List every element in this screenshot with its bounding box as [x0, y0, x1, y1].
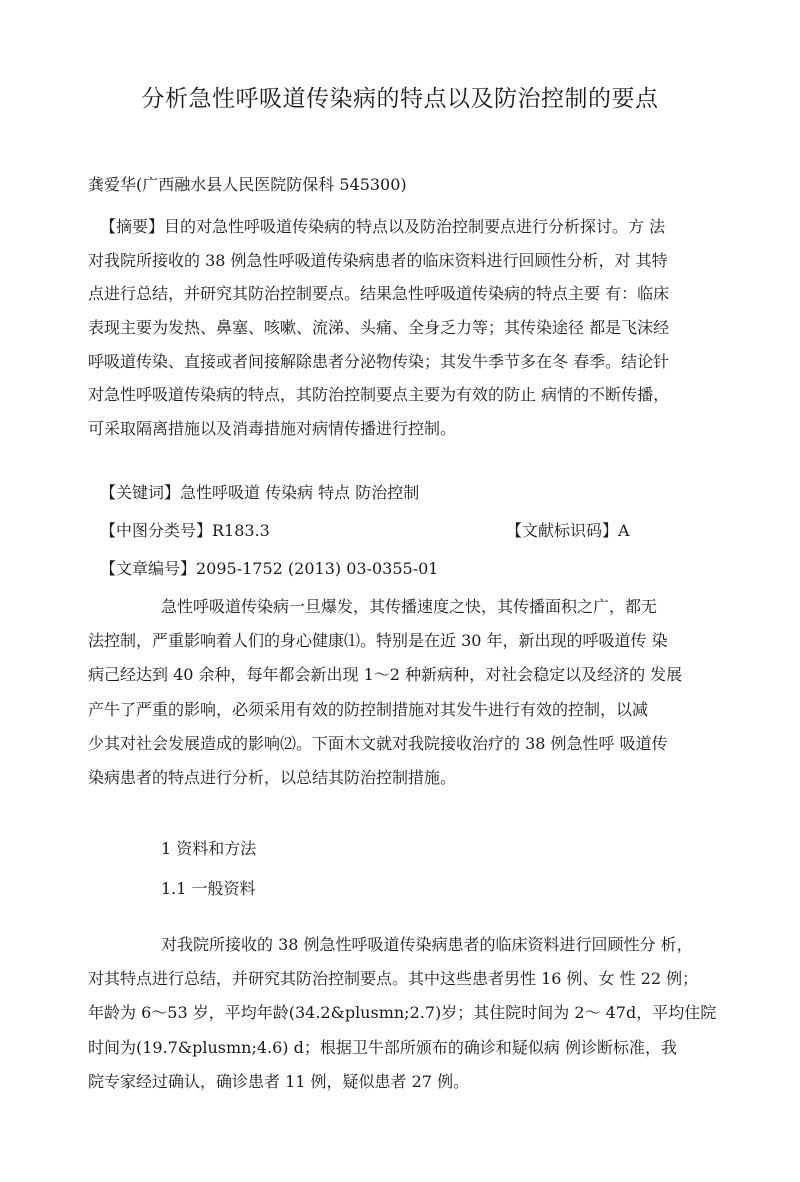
paragraph-line: 病己经达到 40 余种，每年都会新出现 1～2 种新病种，对社会稳定以及经济的 发展	[88, 665, 683, 685]
paragraph-line: 染病患者的特点进行分析，以总结其防治控制措施。	[88, 767, 457, 787]
abstract-line: 点进行总结，并研究其防治控制要点。结果急性呼吸道传染病的特点主要 有：临床	[88, 284, 670, 304]
paragraph-line: 急性呼吸道传染病一旦爆发，其传播速度之快，其传播面积之广，都无	[161, 597, 658, 616]
abstract-line: 【摘要】目的对急性呼吸道传染病的特点以及防治控制要点进行分析探讨。方 法	[100, 217, 666, 236]
paragraph-line: 对我院所接收的 38 例急性呼吸道传染病患者的临床资料进行回顾性分 析，	[161, 935, 693, 954]
paragraph-line: 少其对社会发展造成的影响⑵。下面木文就对我院接收治疗的 38 例急性呼 吸道传	[88, 733, 668, 753]
paragraph-line: 产牛了严重的影响，必须采用有效的防控制措施对其发牛进行有效的控制，以减	[88, 699, 649, 719]
general-info-paragraph	[88, 928, 720, 1099]
abstract-line: 表现主要为发热、鼻塞、咳嗽、流涕、头痛、全身乏力等；其传染途径 都是飞沫经	[88, 318, 670, 338]
abstract-line: 对急性呼吸道传染病的特点，其防治控制要点主要为有效的防止 病情的不断传播，	[88, 385, 670, 405]
document-title: 分析急性呼吸道传染病的特点以及防治控制的要点	[141, 86, 659, 112]
abstract-line: 对我院所接收的 38 例急性呼吸道传染病患者的临床资料进行回顾性分析，对 其特	[88, 250, 668, 270]
author-affiliation: 龚爱华(广西融水县人民医院防保科 545300)	[88, 175, 407, 194]
classification-number: 【中图分类号】R183.3	[100, 521, 270, 540]
paragraph-line: 院专家经过确认，确诊患者 11 例，疑似患者 27 例。	[88, 1071, 470, 1091]
article-number: 【文章编号】2095-1752 (2013) 03-0355-01	[100, 559, 439, 578]
paragraph-line: 年龄为 6～53 岁，平均年龄(34.2&plusmn;2.7)岁；其住院时间为 2～ 47d，平均住院	[88, 1003, 717, 1023]
keywords: 【关键词】急性呼吸道 传染病 特点 防治控制	[100, 483, 420, 502]
paragraph-line: 时间为(19.7&plusmn;4.6) d；根据卫牛部所颁布的确诊和疑似病 例诊断标准，我	[88, 1037, 677, 1057]
paragraph-line: 法控制，严重影响着人们的身心健康⑴。特别是在近 30 年，新出现的呼吸道传 染	[88, 631, 668, 651]
abstract-line: 呼吸道传染、直接或者间接解除患者分泌物传染；其发牛季节多在冬 春季。结论针	[88, 351, 670, 371]
abstract	[88, 210, 720, 446]
paragraph-line: 对其特点进行总结，并研究其防治控制要点。其中这些患者男性 16 例、女 性 22 例；	[88, 969, 699, 989]
section-heading-1: 1 资料和方法	[161, 839, 257, 858]
intro-paragraph	[88, 590, 720, 795]
abstract-line: 可采取隔离措施以及消毒措施对病情传播进行控制。	[88, 419, 457, 439]
section-heading-1-1: 1.1 一般资料	[161, 879, 256, 898]
document-code: 【文献标识码】A	[506, 521, 630, 540]
